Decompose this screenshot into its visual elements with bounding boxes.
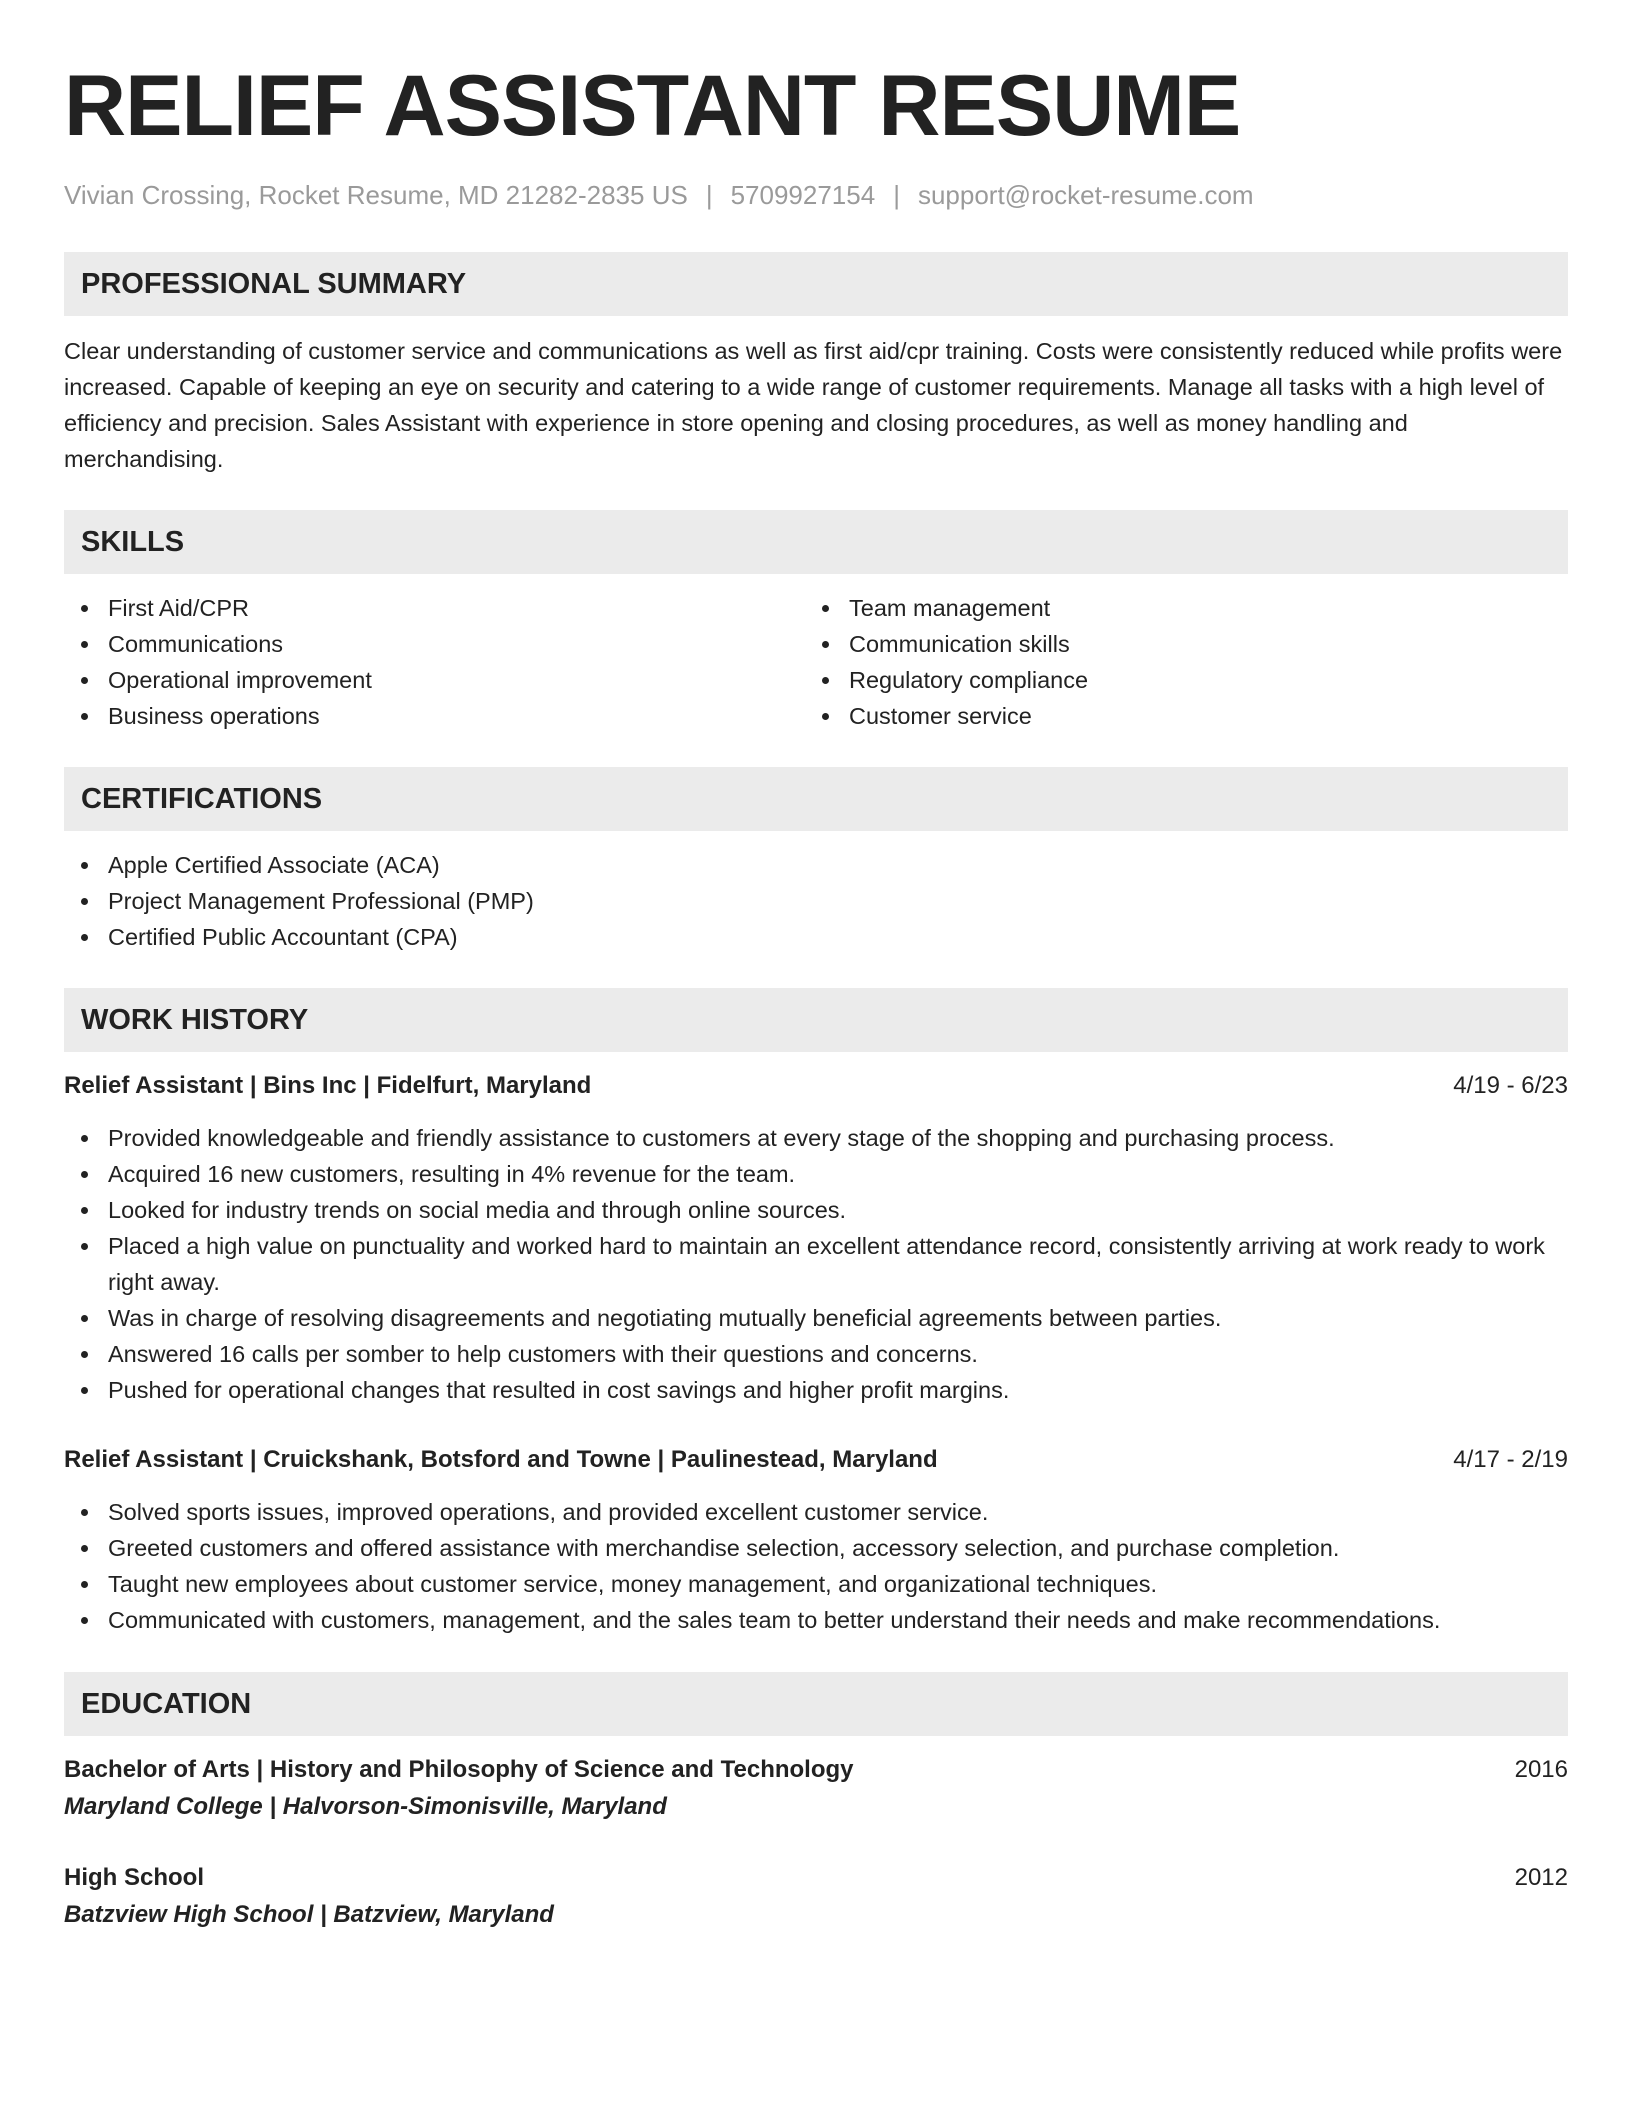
education-section-title: EDUCATION xyxy=(81,1687,252,1720)
skills-section-header xyxy=(64,510,1568,574)
contact-email: support@rocket-resume.com xyxy=(917,180,1254,210)
job-duties-list xyxy=(64,1120,1568,1408)
education-section-header xyxy=(64,1672,1568,1736)
job-title: Relief Assistant | Bins Inc | Fidelfurt, Maryland xyxy=(64,1072,592,1099)
job-title: Relief Assistant | Cruickshank, Botsford and Towne | Paulinestead, Maryland xyxy=(64,1446,938,1473)
contact-phone: 5709927154 xyxy=(730,180,876,210)
education-entry-header xyxy=(64,1860,1568,1896)
job-duty-item: Pushed for operational changes that resulted in cost savings and higher profit margins. xyxy=(64,1372,1568,1408)
job-duty-item: Greeted customers and offered assistance with merchandise selection, accessory selection, and purchase completion. xyxy=(64,1530,1568,1566)
skills-list xyxy=(64,590,1568,734)
job-dates: 4/19 - 6/23 xyxy=(1453,1072,1568,1099)
job-entry-header xyxy=(64,1068,1568,1104)
education-school: Batzview High School | Batzview, Maryland xyxy=(64,1901,554,1928)
skill-item: Team management xyxy=(805,590,1546,626)
contact-line xyxy=(64,178,1568,212)
skill-item: Operational improvement xyxy=(64,662,805,698)
job-duty-item: Placed a high value on punctuality and worked hard to maintain an excellent attendance record, consistently arriving at work ready to work right away. xyxy=(64,1228,1568,1300)
education-entry-header xyxy=(64,1752,1568,1788)
education-year: 2016 xyxy=(1514,1756,1568,1783)
education-degree: High School xyxy=(64,1864,204,1891)
skill-item: Business operations xyxy=(64,698,805,734)
contact-separator: | xyxy=(705,180,713,210)
contact-separator: | xyxy=(893,180,900,210)
education-year: 2012 xyxy=(1514,1864,1568,1891)
job-duty-item: Taught new employees about customer service, money management, and organizational techniques. xyxy=(64,1566,1568,1602)
job-entry-header xyxy=(64,1442,1568,1478)
certifications-section-title: CERTIFICATIONS xyxy=(81,782,323,815)
job-duty-item: Acquired 16 new customers, resulting in 4% revenue for the team. xyxy=(64,1156,1568,1192)
summary-text: Clear understanding of customer service and communications as well as first aid/cpr training. Costs were consistently reduced while profits were increased. Capable of keeping an eye on security and catering to a wide range of customer requirements. Manage all tasks with a high level of efficiency and precision. Sales Assistant with experience in store opening and closing procedures, as well as money handling and merchandising. xyxy=(64,338,1563,472)
job-duties-list xyxy=(64,1494,1568,1638)
skill-item: First Aid/CPR xyxy=(64,590,805,626)
job-duty-item: Looked for industry trends on social media and through online sources. xyxy=(64,1192,1568,1228)
job-duty-item: Provided knowledgeable and friendly assistance to customers at every stage of the shopping and purchasing process. xyxy=(64,1120,1568,1156)
skill-item: Communication skills xyxy=(805,626,1546,662)
job-duty-item: Answered 16 calls per somber to help customers with their questions and concerns. xyxy=(64,1336,1568,1372)
skill-item: Customer service xyxy=(805,698,1546,734)
certification-item: Apple Certified Associate (ACA) xyxy=(64,847,1568,883)
skills-column-right xyxy=(805,590,1546,734)
skills-section-title: SKILLS xyxy=(81,525,185,558)
resume-title: RELIEF ASSISTANT RESUME xyxy=(64,58,1241,154)
summary-section-header xyxy=(64,252,1568,316)
work-section-header xyxy=(64,988,1568,1052)
certifications-section-header xyxy=(64,767,1568,831)
education-school: Maryland College | Halvorson-Simonisville, Maryland xyxy=(64,1793,667,1820)
contact-address: Vivian Crossing, Rocket Resume, MD 21282-2835 US xyxy=(64,180,688,210)
summary-section-title: PROFESSIONAL SUMMARY xyxy=(81,267,467,300)
job-dates: 4/17 - 2/19 xyxy=(1453,1446,1568,1473)
job-duty-item: Solved sports issues, improved operations, and provided excellent customer service. xyxy=(64,1494,1568,1530)
skill-item: Communications xyxy=(64,626,805,662)
skills-column-left xyxy=(64,590,805,734)
skill-item: Regulatory compliance xyxy=(805,662,1546,698)
certifications-list xyxy=(64,847,1568,955)
work-section-title: WORK HISTORY xyxy=(81,1003,309,1036)
certification-item: Project Management Professional (PMP) xyxy=(64,883,1568,919)
job-duty-item: Was in charge of resolving disagreements and negotiating mutually beneficial agreements between parties. xyxy=(64,1300,1568,1336)
education-degree: Bachelor of Arts | History and Philosophy of Science and Technology xyxy=(64,1756,854,1783)
job-duty-item: Communicated with customers, management, and the sales team to better understand their needs and make recommendations. xyxy=(64,1602,1568,1638)
certification-item: Certified Public Accountant (CPA) xyxy=(64,919,1568,955)
